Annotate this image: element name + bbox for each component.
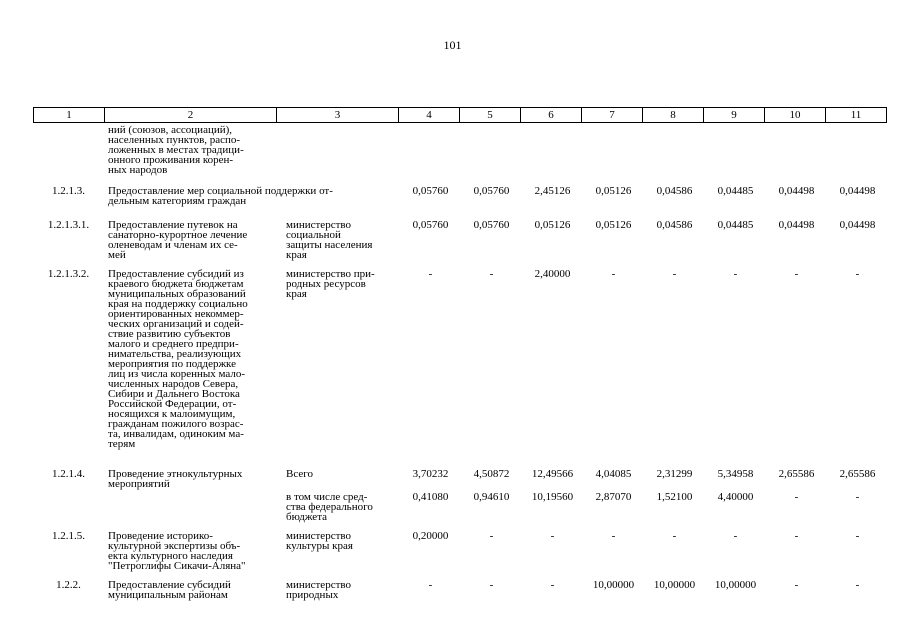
value-col10: 0,04498 [778, 219, 815, 231]
text-line: краевого бюджета бюджетам [108, 278, 244, 290]
text-line: Проведение этнокультурных [108, 468, 243, 480]
value-col5: 0,94610 [473, 491, 510, 503]
column-header-1: 1 [34, 108, 105, 123]
value-col11: - [855, 530, 860, 542]
text-line: терям [108, 438, 136, 450]
value-col10: 2,65586 [778, 468, 815, 480]
value-col6: 12,49566 [531, 468, 574, 480]
text-line: онного проживания корен- [108, 154, 234, 166]
text-line: ложенных в местах традици- [108, 144, 244, 156]
text-line: края [286, 249, 307, 261]
column-header-5: 5 [460, 108, 521, 123]
value-col6: 2,45126 [534, 185, 571, 197]
text-line: Российской Федерации, от- [108, 398, 237, 410]
text-line: Проведение историко- [108, 530, 213, 542]
value-col5: - [489, 579, 494, 591]
text-line: носящихся к малоимущим, [108, 408, 236, 420]
value-col8: 1,52100 [656, 491, 693, 503]
value-col10: - [794, 268, 799, 280]
value-col4: - [428, 268, 433, 280]
value-col7: 0,05126 [595, 185, 632, 197]
column-header-10: 10 [765, 108, 826, 123]
value-col10: - [794, 579, 799, 591]
text-line: мероприятия по поддержке [108, 358, 237, 370]
text-line: санаторно-курортное лечение [108, 229, 248, 241]
value-col5: - [489, 530, 494, 542]
text-line: малого и среднего предпри- [108, 338, 239, 350]
value-col4: 0,05760 [412, 185, 449, 197]
page-number: 101 [443, 38, 462, 52]
value-col8: 0,04586 [656, 219, 693, 231]
value-col6: 0,05126 [534, 219, 571, 231]
value-col7: 2,87070 [595, 491, 632, 503]
text-line: населенных пунктов, распо- [108, 134, 241, 146]
text-line: в том числе сред- [286, 491, 368, 503]
column-header-2: 2 [105, 108, 277, 123]
value-col7: - [611, 268, 616, 280]
row-name [108, 220, 274, 260]
value-col10: - [794, 491, 799, 503]
text-line: муниципальных образований [108, 288, 246, 300]
value-col11: 0,04498 [839, 185, 876, 197]
text-line: Сибири и Дальнего Востока [108, 388, 240, 400]
text-line: Предоставление мер социальной поддержки от- [108, 185, 333, 197]
row-executor [286, 269, 394, 299]
text-line: ствие развитию субъектов [108, 328, 231, 340]
value-col9: - [733, 268, 738, 280]
text-line: министерство при- [286, 268, 375, 280]
value-col9: 0,04485 [717, 219, 754, 231]
value-col7: 10,00000 [592, 579, 635, 591]
text-line: защиты населения [286, 239, 373, 251]
value-col11: 0,04498 [839, 219, 876, 231]
value-col9: 5,34958 [717, 468, 754, 480]
column-header-8: 8 [643, 108, 704, 123]
text-line: мей [108, 249, 126, 261]
value-col4: 0,05760 [412, 219, 449, 231]
value-col7: - [611, 530, 616, 542]
row-name [108, 469, 274, 489]
continuation-text [108, 125, 274, 175]
column-header-11: 11 [826, 108, 887, 123]
value-col9: 0,04485 [717, 185, 754, 197]
value-col9: 4,40000 [717, 491, 754, 503]
row-executor [286, 469, 394, 479]
value-col9: 10,00000 [714, 579, 757, 591]
value-col8: 2,31299 [656, 468, 693, 480]
text-line: культурной экспертизы объ- [108, 540, 241, 552]
text-line: муниципальным районам [108, 589, 228, 601]
text-line: гражданам пожилого возрас- [108, 418, 244, 430]
value-col10: 0,04498 [778, 185, 815, 197]
text-line: бюджета [286, 511, 328, 523]
value-col4: 0,41080 [412, 491, 449, 503]
row-code: 1.2.2. [56, 579, 81, 591]
text-line: ных народов [108, 164, 168, 176]
row-executor [286, 492, 394, 522]
text-line: мероприятий [108, 478, 170, 490]
column-header-7: 7 [582, 108, 643, 123]
text-line: "Петроглифы Сикачи-Аляна" [108, 560, 246, 572]
value-col10: - [794, 530, 799, 542]
text-line: численных народов Севера, [108, 378, 239, 390]
text-line: министерство [286, 219, 352, 231]
table-header [33, 107, 887, 123]
row-name [108, 269, 274, 449]
text-line: культуры края [286, 540, 353, 552]
value-col4: - [428, 579, 433, 591]
row-code: 1.2.1.4. [52, 468, 85, 480]
row-name [108, 580, 274, 600]
text-line: ческих организаций и содей- [108, 318, 244, 330]
text-line: ориентированных некоммер- [108, 308, 244, 320]
value-col4: 3,70232 [412, 468, 449, 480]
text-line: министерство [286, 530, 352, 542]
text-line: края на поддержку социально [108, 298, 248, 310]
value-col5: 0,05760 [473, 219, 510, 231]
value-col6: - [550, 579, 555, 591]
value-col5: - [489, 268, 494, 280]
row-code: 1.2.1.5. [52, 530, 85, 542]
text-line: дельным категориям граждан [108, 195, 247, 207]
value-col7: 0,05126 [595, 219, 632, 231]
value-col5: 0,05760 [473, 185, 510, 197]
value-col5: 4,50872 [473, 468, 510, 480]
row-code: 1.2.1.3. [52, 185, 85, 197]
text-line: края [286, 288, 307, 300]
text-line: ний (союзов, ассоциаций), [108, 124, 233, 136]
row-name [108, 186, 398, 206]
value-col11: 2,65586 [839, 468, 876, 480]
text-line: та, инвалидам, одиноким ма- [108, 428, 244, 440]
row-code: 1.2.1.3.2. [47, 268, 90, 280]
text-line: оленеводам и членам их се- [108, 239, 238, 251]
value-col6: - [550, 530, 555, 542]
value-col7: 4,04085 [595, 468, 632, 480]
text-line: социальной [286, 229, 341, 241]
value-col11: - [855, 579, 860, 591]
value-col11: - [855, 268, 860, 280]
text-line: екта культурного наследия [108, 550, 233, 562]
row-executor [286, 220, 394, 260]
value-col6: 10,19560 [531, 491, 574, 503]
value-col4: 0,20000 [412, 530, 449, 542]
text-line: Всего [286, 468, 313, 480]
text-line: ства федерального [286, 501, 373, 513]
value-col8: 10,00000 [653, 579, 696, 591]
column-header-6: 6 [521, 108, 582, 123]
column-header-9: 9 [704, 108, 765, 123]
column-header-3: 3 [277, 108, 399, 123]
text-line: Предоставление субсидий из [108, 268, 244, 280]
row-code: 1.2.1.3.1. [47, 219, 90, 231]
text-line: лиц из числа коренных мало- [108, 368, 246, 380]
value-col8: - [672, 530, 677, 542]
text-line: родных ресурсов [286, 278, 366, 290]
text-line: природных [286, 589, 339, 601]
value-col9: - [733, 530, 738, 542]
value-col8: 0,04586 [656, 185, 693, 197]
value-col8: - [672, 268, 677, 280]
text-line: Предоставление субсидий [108, 579, 231, 591]
row-executor [286, 580, 394, 600]
text-line: министерство [286, 579, 352, 591]
column-header-4: 4 [399, 108, 460, 123]
value-col6: 2,40000 [534, 268, 571, 280]
row-executor [286, 531, 394, 551]
text-line: Предоставление путевок на [108, 219, 238, 231]
text-line: нимательства, реализующих [108, 348, 242, 360]
value-col11: - [855, 491, 860, 503]
row-name [108, 531, 274, 571]
